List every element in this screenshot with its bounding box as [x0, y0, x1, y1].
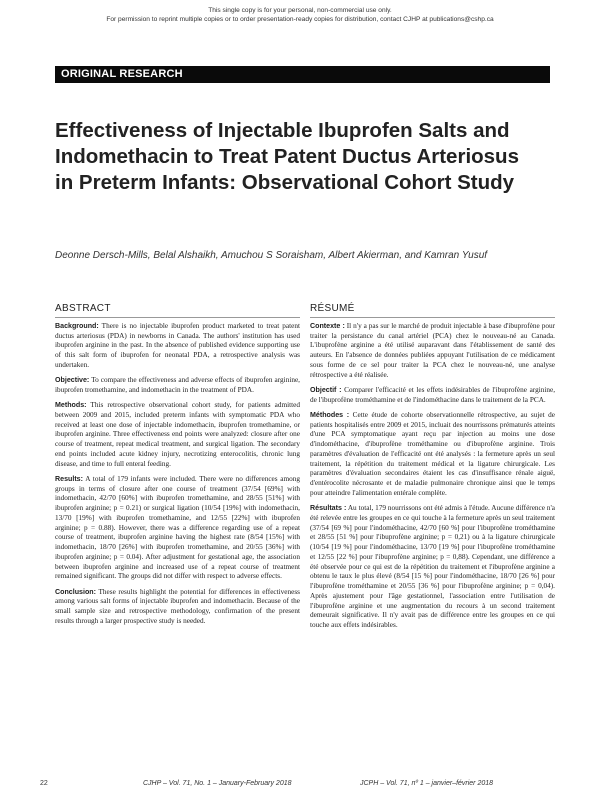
section-label: ORIGINAL RESEARCH: [61, 68, 183, 80]
paragraph-text: Au total, 179 nourrissons ont été admis à l'étude. Aucune différence n'a été relevée entre les groupes en ce qui touche à la fermeture après un seul traitement (37/54 [69 %] pour l'indométhacine, 42/70 [60 %] pour l'ibuprofène trométhamine et 28/55 [51 %] pour l'ibuprofène arginine; p = 0,21) ou à la ligature chirurgicale (10/54 [19 %] pour l'indométhacine, 13/70 [19 %] pour l'ibuprofène trométhamine et 12/55 [22 %] pour l'ibuprofène arginine; p = 0,88). Cependant, une différence a été observée pour ce qui est de la répétition du traitement et l'ibuprofène arginine a obtenu le taux le plus élevé (8/54 [15 %] pour l'indométhacine, 18/70 [26 %] pour l'ibuprofène trométhamine et 20/55 [36 %] pour l'ibuprofène arginine; p = 0,04). Après ajustement pour l'âge gestationnel, l'association entre l'utilisation de l'ibuprofène arginine et une augmentation du recours à un second traitement demeurait significative. Il n'y avait pas de différence entre les groupes en ce qui touche aux effets indésirables.: [310, 504, 556, 629]
english-citation: CJHP – Vol. 71, No. 1 – January-February 2018: [143, 780, 292, 787]
paragraph-label: Méthodes :: [310, 410, 350, 419]
notice-line-1: This single copy is for your personal, non-commercial use only.: [208, 7, 392, 14]
notice-line-2: For permission to reprint multiple copies or to order presentation-ready copies for distribution, contact CJHP at publications@cshp.ca: [106, 16, 494, 23]
resume-heading: RÉSUMÉ: [310, 304, 555, 318]
resume-resultats: [310, 504, 555, 631]
resume-objectif: [310, 386, 555, 406]
paragraph-label: Objective:: [55, 376, 90, 384]
paragraph-text: To compare the effectiveness and adverse effects of ibuprofen arginine, ibuprofen tromethamine, and indomethacin in the treatment of PDA.: [55, 376, 300, 394]
paragraph-label: Conclusion:: [55, 587, 96, 596]
paragraph-text: Comparer l'efficacité et les effets indésirables de l'ibuprofène arginine, de l'ibuprofène trométhamine et de l'indométhacine dans le traitement de la PCA.: [310, 385, 556, 404]
resume-methodes: [310, 411, 555, 499]
article-title: Effectiveness of Injectable Ibuprofen Salts and Indomethacin to Treat Patent Ductus Arteriosus in Preterm Infants: Observational Cohort Study: [55, 119, 519, 194]
abstract-methods: [55, 401, 300, 469]
paragraph-text: This retrospective observational cohort study, for patients admitted between 2009 and 2015, included preterm infants with symptomatic PDA who received at least one dose of injectable indomethacin, ibuprofen tromethamine, or ibuprofen arginine. Three effectiveness end points were analyzed: closure after one course of treatment, repeat medical treatment, and surgical ligation. The secondary end points included acute kidney injury, necrotizing enterocolitis, chronic lung disease, and time to full enteral feeding.: [55, 401, 300, 468]
section-label-bar: [55, 66, 550, 83]
paragraph-label: Methods:: [55, 401, 87, 409]
abstract-background: [55, 322, 300, 371]
paragraph-text: A total of 179 infants were included. There were no differences among groups in terms of closure after one course of treatment (37/54 [69%] with indomethacin, 42/70 [60%] with ibuprofen tromethamine, and 28/55 [51%] with ibuprofen arginine; p = 0.21) or surgical ligation (10/54 [19%] with indomethacin, 13/70 [19%] with ibuprofen tromethamine, and 12/55 [22%] with ibuprofen arginine; p = 0.88). However, there was a difference regarding use of a repeat course of treatment, ibuprofen arginine having the highest rate (8/54 [15%] with indomethacin, 18/70 [26%] with ibuprofen tromethamine, and 20/55 [36%] with ibuprofen arginine; p = 0.04). After adjustment for gestational age, the association between ibuprofen arginine and increased use of a repeat course of treatment remained significant. The groups did not differ with respect to adverse effects.: [55, 474, 300, 581]
author-list: Deonne Dersch-Mills, Belal Alshaikh, Amuchou S Soraisham, Albert Akierman, and Kamran Yusuf: [55, 250, 488, 261]
abstract-column: [55, 304, 300, 632]
abstract-results: [55, 475, 300, 582]
resume-column: [310, 304, 555, 636]
resume-contexte: [310, 322, 555, 381]
abstract-conclusion: [55, 588, 300, 627]
paragraph-text: Il n'y a pas sur le marché de produit injectable à base d'ibuprofène pour traiter la persistance du canal artériel (PCA) chez le nouveau-né au Canada. L'ibuprofène arginine a été utilisé auparavant dans l'établissement de santé des auteurs. En l'absence de données publiées appuyant l'utilisation de ce médicament sous forme de ce sel pour traiter la PCA chez le nouveau-né, une analyse rétrospective a été réalisée.: [310, 321, 556, 379]
abstract-objective: [55, 376, 300, 396]
reprint-notice: [0, 6, 600, 24]
french-citation: JCPH – Vol. 71, nº 1 – janvier–février 2018: [360, 780, 494, 787]
paragraph-label: Résultats :: [310, 504, 347, 512]
paragraph-text: These results highlight the potential for differences in effectiveness among various salt forms of injectable ibuprofen and indomethacin. Because of the small sample size and retrospective methodology, confirmation of the present results through a larger prospective study is needed.: [55, 587, 300, 625]
abstract-heading: ABSTRACT: [55, 304, 300, 318]
page-number: 22: [40, 780, 48, 787]
paragraph-label: Results:: [55, 474, 83, 483]
paragraph-text: Cette étude de cohorte observationnelle rétrospective, au sujet de patients hospitalisés entre 2009 et 2015, incluait des nourrissons prématurés atteints d'une PCA symptomatique ayant reçu par injection au moins une dose d'indométhacine, d'ibuprofène trométhamine ou d'ibuprofène arginine. Trois paramètres d'évaluation de l'efficacité ont été analysés : la fermeture après un seul traitement, la répétition du traitement médical et la ligature chirurgicale. Les paramètres d'évaluation secondaires étaient les cas d'insuffisance rénale aiguë, d'entérocolite nécrosante et de maladie pulmonaire chronique ainsi que le temps pour atteindre l'alimentation entérale complète.: [310, 410, 555, 497]
paragraph-label: Objectif :: [310, 385, 342, 394]
paragraph-text: There is no injectable ibuprofen product marketed to treat patent ductus arteriosus (PDA) in newborns in Canada. The authors' institution has used ibuprofen arginine in the past. In the absence of published evidence supporting use of this salt form of ibuprofen for neonatal PDA, a retrospective analysis was undertaken.: [55, 321, 300, 369]
paragraph-label: Background:: [55, 321, 99, 330]
paragraph-label: Contexte :: [310, 321, 345, 330]
